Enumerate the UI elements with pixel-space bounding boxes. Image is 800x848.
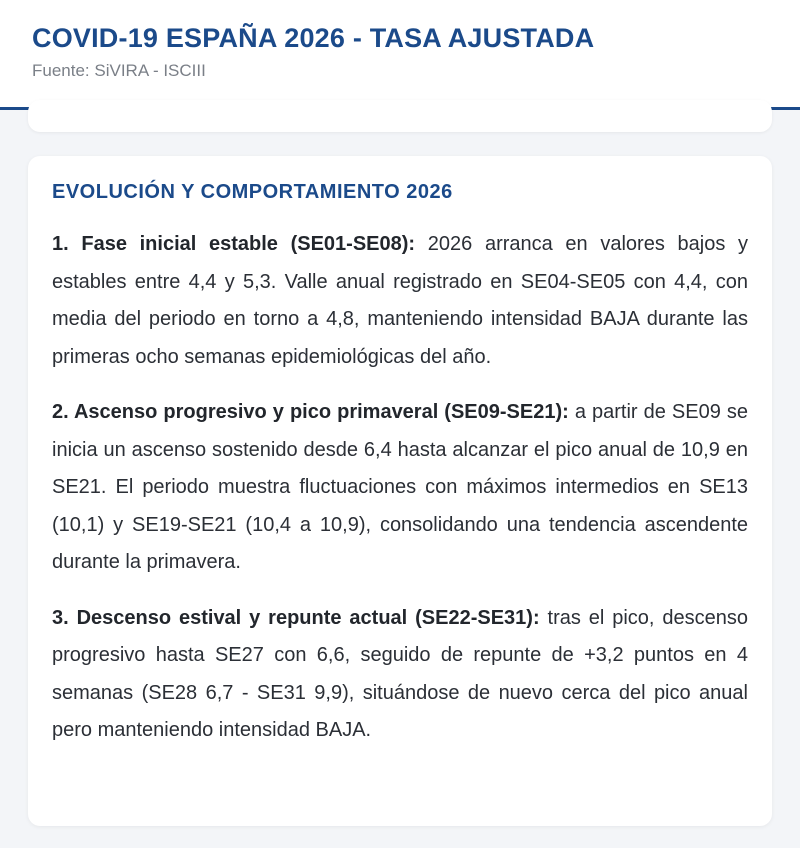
phase-1-paragraph xyxy=(52,226,748,376)
phase-2-label: 2. Ascenso progresivo y pico primaveral (SE09-SE21): xyxy=(52,401,569,423)
phase-3-paragraph xyxy=(52,600,748,750)
phase-1-label: 1. Fase inicial estable (SE01-SE08): xyxy=(52,233,416,255)
phase-2-paragraph xyxy=(52,394,748,582)
phase-3-label: 3. Descenso estival y repunte actual (SE22-SE31): xyxy=(52,606,540,629)
page-header xyxy=(0,0,800,110)
page-title: COVID-19 ESPAÑA 2026 - TASA AJUSTADA xyxy=(32,23,595,53)
phase-1-text: 2026 arranca en valores bajos y estables entre 4,4 y 5,3. Valle anual registrado en SE04-SE05 con 4,4, con media del periodo en torno a 4,8, manteniendo intensidad BAJA durante las primeras ocho semanas epidemiológicas del año. xyxy=(52,233,748,368)
previous-card xyxy=(28,100,772,132)
phase-3-text: tras el pico, descenso progresivo hasta SE27 con 6,6, seguido de repunte de +3,2 puntos en 4 semanas (SE28 6,7 - SE31 9,9), situándose de nuevo cerca del pico anual pero manteniendo intensidad BAJA. xyxy=(52,606,748,741)
section-heading: EVOLUCIÓN Y COMPORTAMIENTO 2026 xyxy=(52,181,453,203)
evolution-card xyxy=(28,156,772,826)
phase-2-text: a partir de SE09 se inicia un ascenso sostenido desde 6,4 hasta alcanzar el pico anual de 10,9 en SE21. El periodo muestra fluctuaciones con máximos intermedios en SE13 (10,1) y SE19-SE21 (10,4 a 10,9), consolidando una tendencia ascendente durante la primavera. xyxy=(52,401,748,573)
source-label: Fuente: SiVIRA - ISCIII xyxy=(32,61,206,80)
